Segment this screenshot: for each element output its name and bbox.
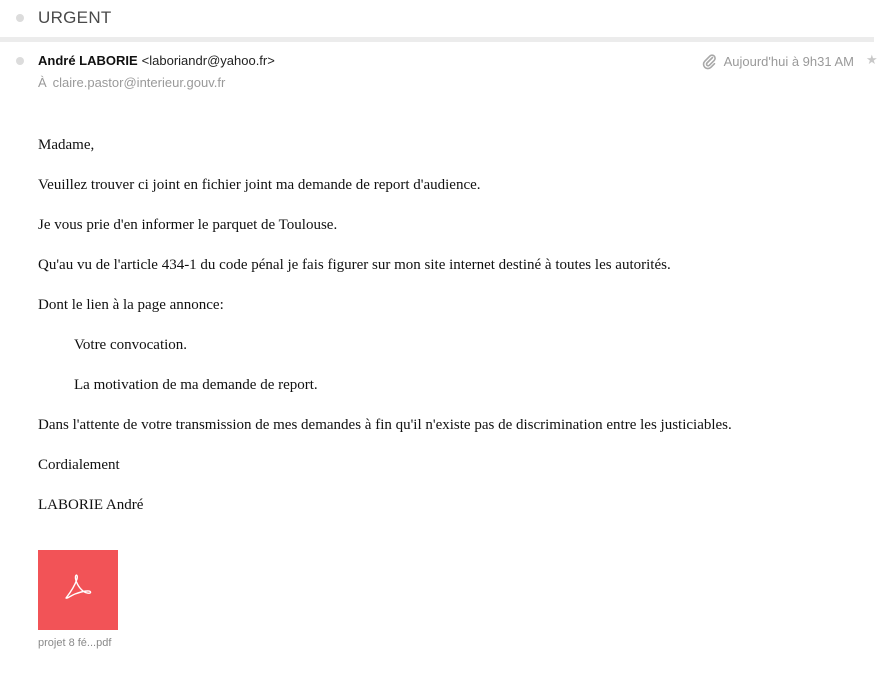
thread-subject: URGENT <box>38 8 112 27</box>
unread-dot <box>16 14 24 22</box>
body-line: Cordialement <box>38 457 120 473</box>
recipient-line <box>38 75 225 90</box>
link-convocation[interactable]: Votre convocation. <box>74 337 188 353</box>
pdf-icon <box>61 571 95 610</box>
body-line: Madame, <box>38 137 95 153</box>
link-motivation[interactable]: La motivation de ma demande de report. <box>74 377 318 393</box>
recipient-address[interactable]: claire.pastor@interieur.gouv.fr <box>52 75 226 90</box>
body-line: Dont le lien à la page annonce: <box>38 297 224 313</box>
body-line: Dans l'attente de votre transmission de mes demandes à fin qu'il n'existe pas de discrimination entre les justiciables. <box>38 417 732 433</box>
body-line: Je vous prie d'en informer le parquet de Toulouse. <box>38 217 338 233</box>
sender-email[interactable]: <laboriandr@yahoo.fr> <box>141 53 275 68</box>
recipient-prefix: À <box>38 75 47 90</box>
header-divider <box>0 37 874 42</box>
attachment-filename[interactable]: projet 8 fé...pdf <box>38 637 112 649</box>
signature: LABORIE André <box>38 497 144 513</box>
star-icon[interactable]: ★ <box>866 52 878 67</box>
message-meta <box>702 53 854 69</box>
attachment[interactable] <box>38 550 118 649</box>
message-timestamp: Aujourd'hui à 9h31 AM <box>723 53 854 69</box>
body-line: Qu'au vu de l'article 434-1 du code pénal je fais figurer sur mon site internet destiné à toutes les autorités. <box>38 257 671 273</box>
paperclip-icon[interactable] <box>702 53 716 69</box>
message-body <box>38 135 858 535</box>
sender-line[interactable] <box>38 53 275 68</box>
thread-header <box>0 0 874 37</box>
sender-name[interactable]: André LABORIE <box>38 53 138 68</box>
body-line: Veuillez trouver ci joint en fichier joint ma demande de report d'audience. <box>38 177 481 193</box>
message-dot <box>16 57 24 65</box>
attachment-thumbnail[interactable] <box>38 550 118 630</box>
